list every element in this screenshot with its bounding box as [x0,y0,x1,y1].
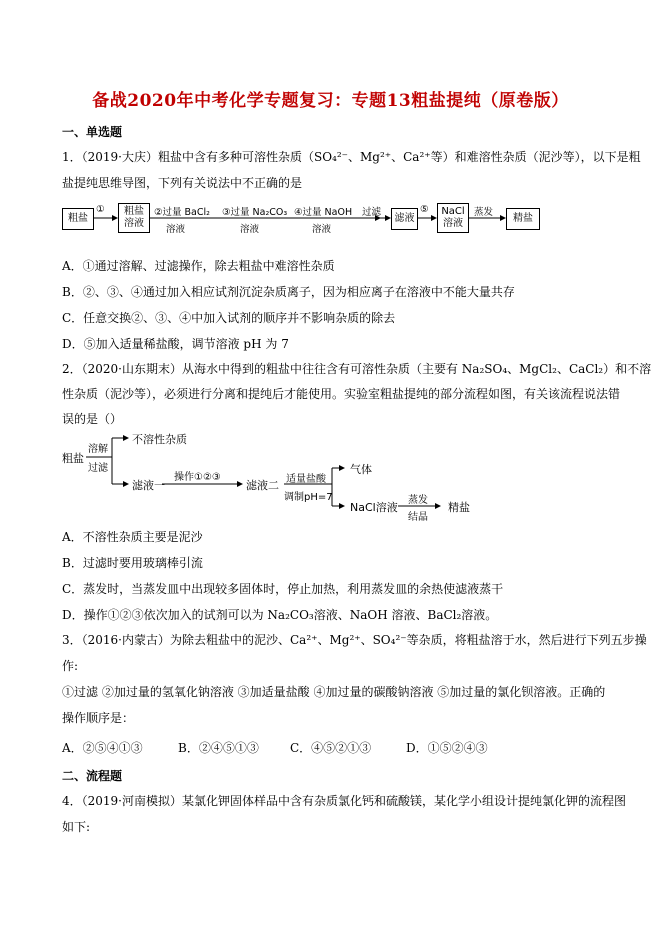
flow-step-3-unit: 溶液 [240,224,260,235]
flow-step-3-reagent: ③过量 Na₂CO₃ [222,207,288,218]
q3-option-a: A．②⑤④①③ [62,741,143,755]
q1-stem-line1: 1．（2019·大庆）粗盐中含有多种可溶性杂质（SO₄²⁻、Mg²⁺、Ca²⁺等）和难溶性杂质（泥沙等），以下是粗 [62,150,641,164]
flow-step-2-unit: 溶液 [166,224,186,235]
flow-box-nacl-solution-line1: NaCl [441,206,465,217]
flow-step-evaporate: 蒸发 [474,207,494,218]
q2-flow-evaporate: 蒸发 [408,495,428,506]
section-heading-single-choice: 一、单选题 [62,125,123,139]
q2-flow-insoluble-impurity: 不溶性杂质 [132,433,187,446]
q1-option-d: D．⑤加入适量稀盐酸，调节溶液 pH 为 7 [62,337,289,351]
q2-flow-filtrate-one: 滤液一 [132,479,165,492]
q4-stem-line2: 如下: [62,820,91,834]
section-heading-flow-questions: 二、流程题 [62,769,123,783]
flow-box-nacl-solution-line2: 溶液 [443,218,463,229]
q2-flow-pure-salt: 精盐 [448,501,470,514]
flow-box-crude-salt: 粗盐 [62,208,94,230]
flow-box-filtrate: 滤液 [391,208,418,230]
q3-stem-line1: 3．（2016·内蒙古）为除去粗盐中的泥沙、Ca²⁺、Mg²⁺、SO₄²⁻等杂质，将粗盐溶于水，然后进行下列五步操 [62,633,647,647]
q2-flow-filter: 过滤 [88,463,108,474]
q2-flow-acid: 适量盐酸 [286,474,326,485]
q2-stem-line3: 误的是（） [62,412,123,426]
flow-box-crude-solution-line1: 粗盐 [124,206,144,217]
flow-box-nacl-solution [437,203,469,233]
q1-option-b: B．②、③、④通过加入相应试剂沉淀杂质离子，因为相应离子在溶液中不能大量共存 [62,285,515,299]
q2-flow-crude-salt: 粗盐 [62,452,84,465]
document-title: 备战2020年中考化学专题复习：专题13粗盐提纯（原卷版） [92,91,569,111]
flow-step-filter: 过滤 [362,207,382,218]
flow-box-crude-solution [118,203,150,233]
q3-option-c: C．④⑤②①③ [290,741,372,755]
q1-option-a: A．①通过溶解、过滤操作，除去粗盐中难溶性杂质 [62,259,335,273]
flow-box-crude-solution-line2: 溶液 [124,218,144,229]
q2-option-d: D．操作①②③依次加入的试剂可以为 Na₂CO₃溶液、NaOH 溶液、BaCl₂溶液。 [62,608,498,622]
flow-step-4-reagent: ④过量 NaOH [294,207,353,218]
q3-option-b: B．②④⑤①③ [178,741,259,755]
flow-step-4-unit: 溶液 [312,224,332,235]
q3-option-d: D．①⑤②④③ [406,741,488,755]
q3-stem-line4: 操作顺序是： [62,711,135,725]
q2-flow-crystallize: 结晶 [408,512,428,523]
q2-flow-gas: 气体 [350,463,372,476]
q3-stem-line2: 作: [62,659,79,673]
q1-option-c: C．任意交换②、③、④中加入试剂的顺序并不影响杂质的除去 [62,311,396,325]
flow-step-2-reagent: ②过量 BaCl₂ [154,207,210,218]
q1-flow-diagram [60,198,605,240]
flow-box-pure-salt: 精盐 [506,208,540,230]
flow-step-5: ⑤ [420,204,429,215]
q2-flow-ph: 调制pH=7 [284,492,333,503]
q2-flow-diagram [58,428,483,523]
q2-flow-nacl-solution: NaCl溶液 [350,501,398,514]
q2-flow-dissolve: 溶解 [88,444,108,455]
q2-option-c: C．蒸发时，当蒸发皿中出现较多固体时，停止加热，利用蒸发皿的余热使滤液蒸干 [62,582,504,596]
q2-flow-filtrate-two: 滤液二 [246,479,279,492]
q1-stem-line2: 盐提纯思维导图，下列有关说法中不正确的是 [62,176,303,190]
q2-stem-line2: 性杂质（泥沙等），必须进行分离和提纯后才能使用。实验室粗盐提纯的部分流程如图，有关该流程说法错 [62,387,621,401]
q2-stem-line1: 2．（2020·山东期末）从海水中得到的粗盐中往往含有可溶性杂质（主要有 Na₂SO₄、MgCl₂、CaCl₂）和不溶 [62,362,652,376]
q3-stem-line3: ①过滤 ②加过量的氢氧化钠溶液 ③加适量盐酸 ④加过量的碳酸钠溶液 ⑤加过量的氯化钡溶液。正确的 [62,685,606,699]
q2-option-b: B．过滤时要用玻璃棒引流 [62,556,203,570]
flow-step-1: ① [96,204,105,215]
q4-stem-line1: 4．（2019·河南模拟）某氯化钾固体样品中含有杂质氯化钙和硫酸镁，某化学小组设计提纯氯化钾的流程图 [62,794,626,808]
q2-option-a: A．不溶性杂质主要是泥沙 [62,530,203,544]
q2-flow-operation: 操作①②③ [174,472,221,483]
